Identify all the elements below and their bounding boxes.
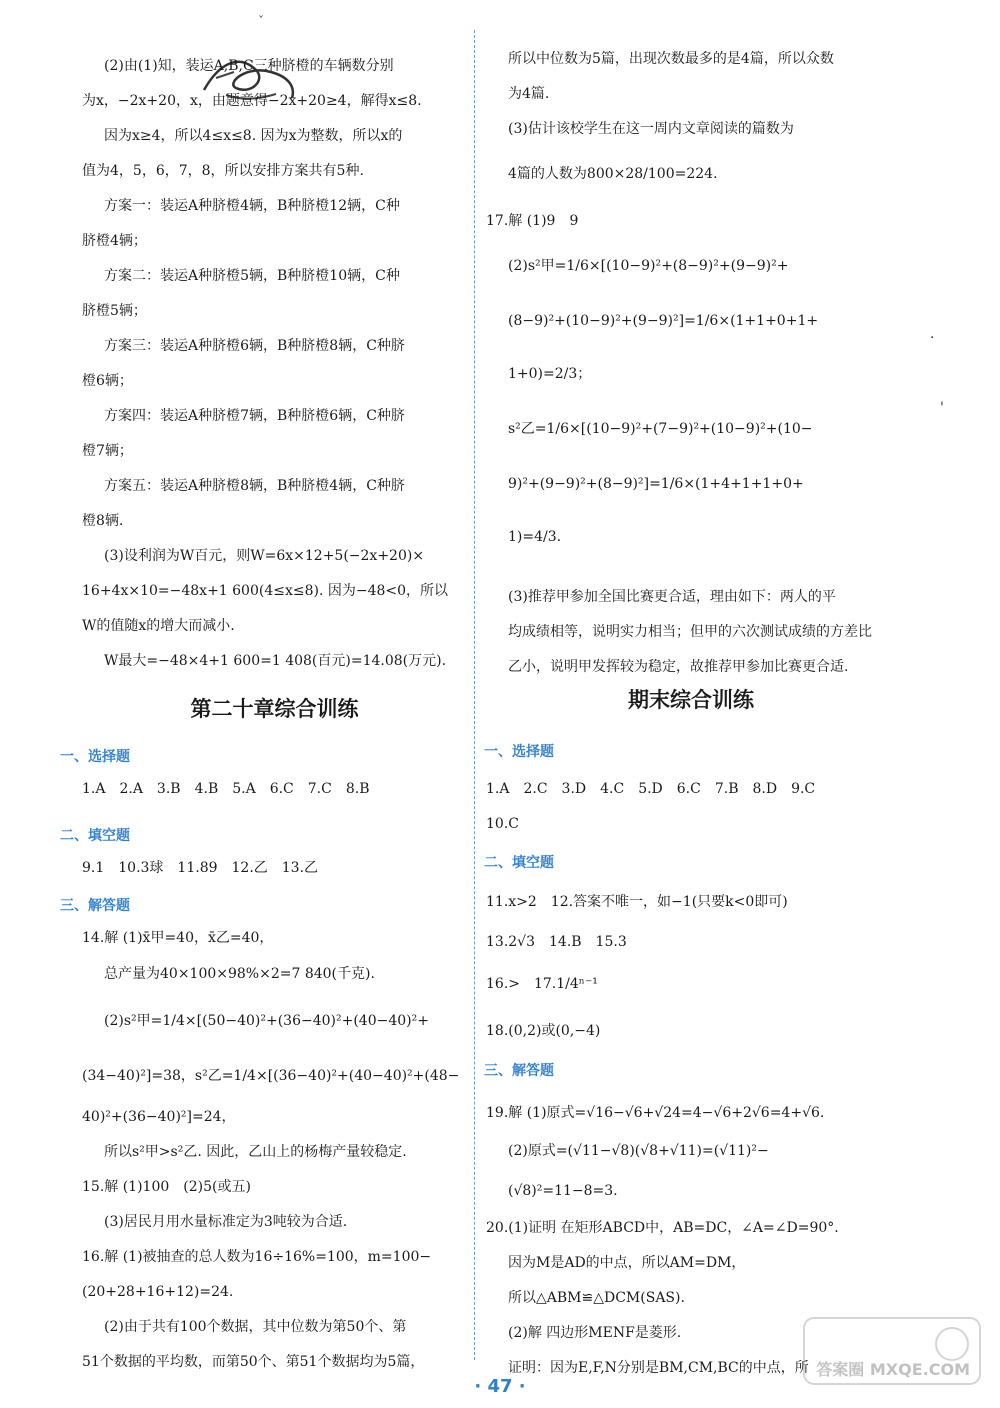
right-line: (3)推荐甲参加全国比赛更合适，理由如下：两人的平: [508, 589, 836, 605]
right-line: 9)²+(9−9)²+(8−9)²]=1/6×(1+4+1+1+0+: [508, 476, 804, 492]
right-line: (3)估计该校学生在这一周内文章阅读的篇数为: [508, 121, 794, 137]
right-line: 4篇的人数为800×28/100=224.: [508, 166, 718, 182]
column-divider: [474, 30, 475, 1360]
right-line: 10.C: [486, 816, 519, 832]
left-line: 总产量为40×100×98%×2=7 840(千克).: [104, 966, 375, 982]
right-line: (2)s²甲=1/6×[(10−9)²+(8−9)²+(9−9)²+: [508, 258, 789, 274]
margin-mark: ·: [930, 330, 935, 346]
page-number: · 47 ·: [474, 1376, 526, 1397]
top-mark: ˇ: [258, 14, 264, 28]
right-section-heading: 三、解答题: [484, 1063, 554, 1079]
left-line: 所以s²甲>s²乙. 因此，乙山上的杨梅产量较稳定.: [104, 1144, 407, 1160]
left-line: 方案五：装运A种脐橙8辆，B种脐橙4辆，C种脐: [104, 478, 405, 494]
left-line: (20+28+16+12)=24.: [82, 1284, 234, 1300]
left-line: 橙6辆；: [82, 373, 133, 389]
left-section-heading: 一、选择题: [60, 749, 130, 765]
left-line: 16.解 (1)被抽查的总人数为16÷16%=100，m=100−: [82, 1249, 432, 1265]
left-line: 14.解 (1)x̄甲=40，x̄乙=40，: [82, 930, 274, 946]
right-line: 17.解 (1)9 9: [486, 213, 579, 229]
right-line: 1.A 2.C 3.D 4.C 5.D 6.C 7.B 8.D 9.C: [486, 781, 816, 797]
right-line: s²乙=1/6×[(10−9)²+(7−9)²+(10−9)²+(10−: [508, 421, 813, 437]
right-line: 为4篇.: [508, 86, 550, 102]
right-line: (2)原式=(√11−√8)(√8+√11)=(√11)²−: [508, 1143, 769, 1159]
margin-mark: ': [940, 400, 944, 416]
right-line: (8−9)²+(10−9)²+(9−9)²]=1/6×(1+1+0+1+: [508, 313, 819, 329]
left-line: (2)由(1)知，装运A,B,C三种脐橙的车辆数分别: [104, 58, 394, 74]
left-line: 方案三：装运A种脐橙6辆，B种脐橙8辆，C种脐: [104, 338, 405, 354]
right-line: 19.解 (1)原式=√16−√6+√24=4−√6+2√6=4+√6.: [486, 1105, 825, 1121]
right-line: 证明：因为E,F,N分别是BM,CM,BC的中点，所: [508, 1360, 809, 1376]
left-line: 橙7辆；: [82, 443, 133, 459]
left-line: 因为x≥4，所以4≤x≤8. 因为x为整数，所以x的: [104, 128, 403, 144]
final-title: 期末综合训练: [628, 688, 754, 712]
right-line: 13.2√3 14.B 15.3: [486, 934, 627, 950]
right-section-heading: 一、选择题: [484, 744, 554, 760]
left-line: 脐橙4辆；: [82, 233, 147, 249]
left-line: W的值随x的增大而减小.: [82, 618, 235, 634]
right-line: (2)解 四边形MENF是菱形.: [508, 1325, 682, 1341]
right-section-heading: 二、填空题: [484, 855, 554, 871]
left-line: 值为4，5，6，7，8，所以安排方案共有5种.: [82, 163, 364, 179]
left-line: (2)由于共有100个数据，其中位数为第50个、第: [104, 1319, 407, 1335]
right-line: 乙小，说明甲发挥较为稳定，故推荐甲参加比赛更合适.: [508, 659, 849, 675]
right-line: 1+0)=2/3；: [508, 366, 592, 382]
right-line: 1)=4/3.: [508, 529, 562, 545]
left-line: 脐橙5辆；: [82, 303, 147, 319]
right-line: 所以△ABM≌△DCM(SAS).: [508, 1290, 685, 1306]
left-line: W最大=−48×4+1 600=1 408(百元)=14.08(万元).: [104, 653, 447, 669]
left-line: 51个数据的平均数，而第50个、第51个数据均为5篇，: [82, 1354, 425, 1370]
chapter-title: 第二十章综合训练: [190, 697, 359, 721]
left-line: 40)²+(36−40)²]=24，: [82, 1109, 236, 1125]
left-line: (3)居民月用水量标准定为3吨较为合适.: [104, 1214, 348, 1230]
right-line: (√8)²=11−8=3.: [508, 1183, 618, 1199]
right-line: 11.x>2 12.答案不唯一，如−1(只要k<0即可): [486, 894, 788, 910]
left-line: (2)s²甲=1/4×[(50−40)²+(36−40)²+(40−40)²+: [104, 1013, 429, 1029]
left-line: 方案一：装运A种脐橙4辆，B种脐橙12辆，C种: [104, 198, 400, 214]
right-line: 所以中位数为5篇，出现次数最多的是4篇，所以众数: [508, 51, 834, 67]
right-line: 因为M是AD的中点，所以AM=DM，: [508, 1255, 746, 1271]
left-line: (3)设利润为W百元，则W=6x×12+5(−2x+20)×: [104, 548, 425, 564]
right-line: 16.> 17.1/4ⁿ⁻¹: [486, 976, 598, 992]
left-line: 方案二：装运A种脐橙5辆，B种脐橙10辆，C种: [104, 268, 400, 284]
left-line: 16+4x×10=−48x+1 600(4≤x≤8). 因为−48<0，所以: [82, 583, 449, 599]
right-line: 20.(1)证明 在矩形ABCD中，AB=DC，∠A=∠D=90°.: [486, 1220, 839, 1236]
left-line: (34−40)²]=38，s²乙=1/4×[(36−40)²+(40−40)²+(48−: [82, 1068, 460, 1084]
right-line: 18.(0,2)或(0,−4): [486, 1023, 601, 1039]
left-line: 15.解 (1)100 (2)5(或五): [82, 1179, 251, 1195]
left-line: 9.1 10.3球 11.89 12.乙 13.乙: [82, 860, 319, 876]
left-line: 方案四：装运A种脐橙7辆，B种脐橙6辆，C种脐: [104, 408, 405, 424]
left-section-heading: 二、填空题: [60, 828, 130, 844]
left-line: 橙8辆.: [82, 513, 124, 529]
watermark-text: 答案圈 MXQE.COM: [816, 1360, 970, 1379]
left-section-heading: 三、解答题: [60, 898, 130, 914]
left-line: 为x，−2x+20，x，由题意得−2x+20≥4，解得x≤8.: [82, 93, 422, 109]
left-line: 1.A 2.A 3.B 4.B 5.A 6.C 7.C 8.B: [82, 781, 370, 797]
right-line: 均成绩相等，说明实力相当；但甲的六次测试成绩的方差比: [508, 624, 872, 640]
